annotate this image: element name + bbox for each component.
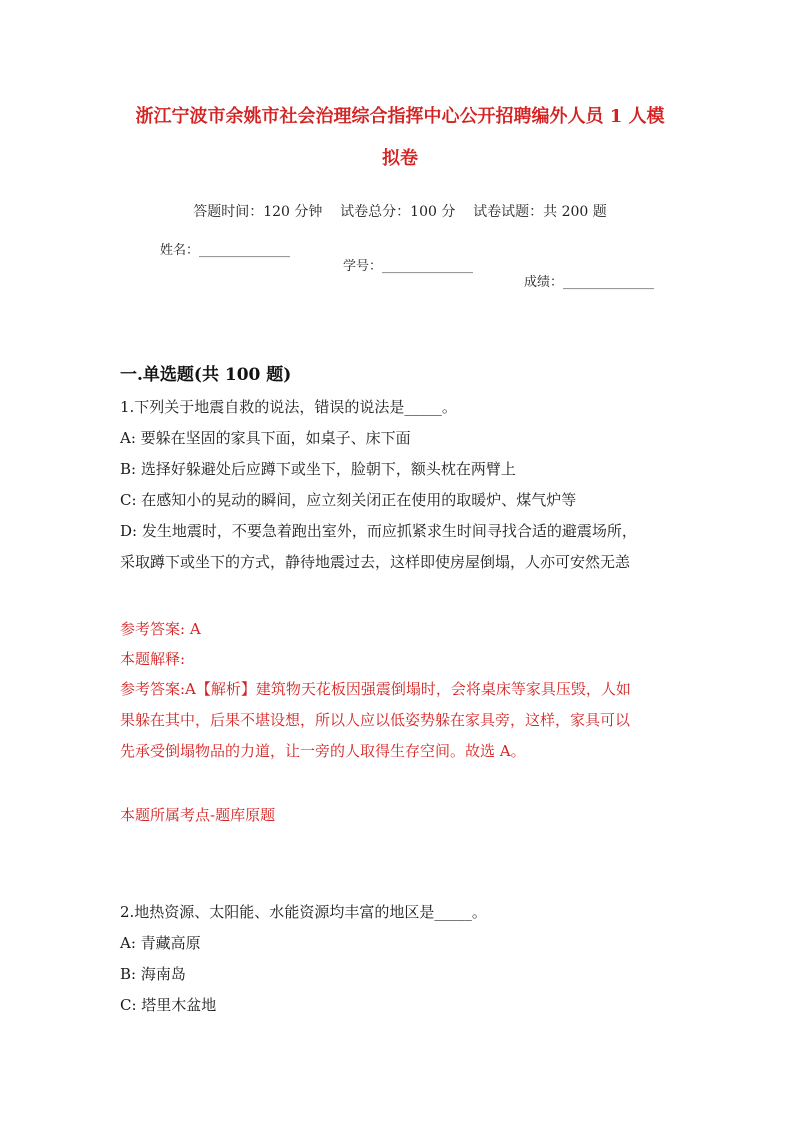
question-1-option-d-cont: 采取蹲下或坐下的方式，静待地震过去，这样即使房屋倒塌，人亦可安然无恙	[120, 553, 631, 571]
question-2-option-b: B: 海南岛	[120, 965, 186, 983]
question-2-stem: 2.地热资源、太阳能、水能资源均丰富的地区是_____。	[120, 903, 487, 921]
question-1-explain-line-3: 先承受倒塌物品的力道，让一旁的人取得生存空间。故选 A。	[120, 742, 526, 760]
question-1-answer: 参考答案: A	[120, 620, 201, 638]
question-1-option-d: D: 发生地震时，不要急着跑出室外，而应抓紧求生时间寻找合适的避震场所，	[120, 522, 637, 540]
student-id-field: 学号：______________	[343, 259, 474, 274]
question-1-option-b: B: 选择好躲避处后应蹲下或坐下，脸朝下，额头枕在两臂上	[120, 460, 516, 478]
question-1-source: 本题所属考点-题库原题	[120, 806, 276, 824]
question-1-option-a: A: 要躲在坚固的家具下面，如桌子、床下面	[120, 429, 411, 447]
name-field: 姓名：______________	[160, 243, 291, 258]
question-1-option-c: C: 在感知小的晃动的瞬间，应立刻关闭正在使用的取暖炉、煤气炉等	[120, 491, 577, 509]
question-1-explain-title: 本题解释:	[120, 650, 186, 668]
student-fields	[160, 227, 655, 307]
exam-title-line-1: 浙江宁波市余姚市社会治理综合指挥中心公开招聘编外人员 1 人模	[135, 106, 665, 127]
section-heading: 一.单选题(共 100 题)	[120, 365, 292, 385]
question-1-explain-line-1: 参考答案:A【解析】建筑物天花板因强震倒塌时，会将桌床等家具压毁，人如	[120, 680, 631, 698]
question-2-option-a: A: 青藏高原	[120, 934, 201, 952]
question-1-stem: 1.下列关于地震自救的说法，错误的说法是_____。	[120, 398, 457, 416]
score-field: 成绩：______________	[524, 275, 655, 290]
question-2-option-c: C: 塔里木盆地	[120, 996, 217, 1014]
question-1-explain-line-2: 果躲在其中，后果不堪设想，所以人应以低姿势躲在家具旁，这样，家具可以	[120, 711, 631, 729]
exam-title-line-2: 拟卷	[382, 148, 418, 169]
exam-meta-info: 答题时间：120 分钟 试卷总分：100 分 试卷试题：共 200 题	[193, 204, 607, 220]
